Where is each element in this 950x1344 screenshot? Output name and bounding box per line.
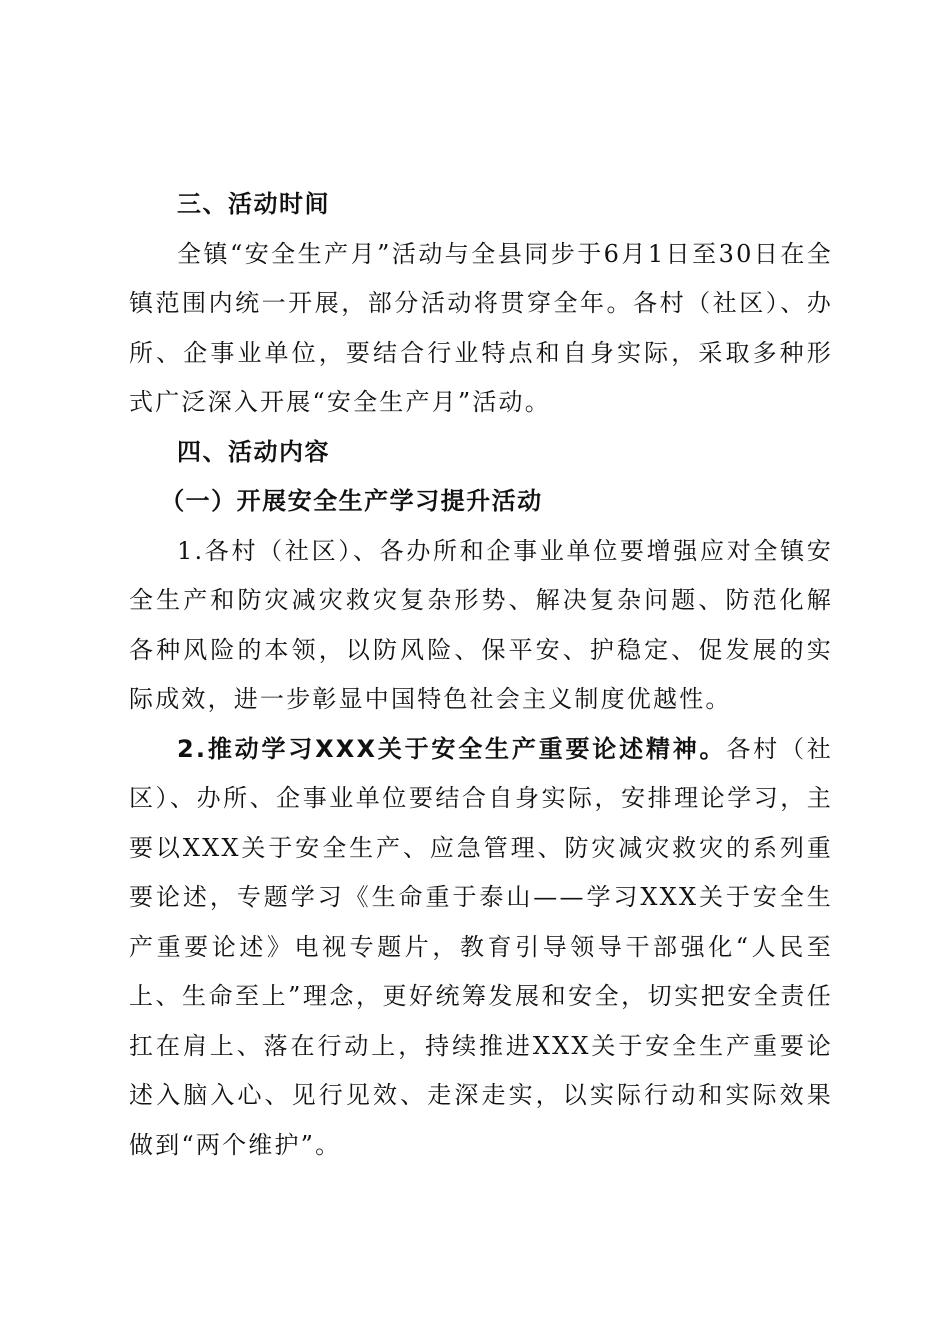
paragraph-item-1: 1.各村（社区）、各办所和企事业单位要增强应对全镇安全生产和防灾减灾救灾复杂形势、解决复杂问题、防范化解各种风险的本领，以防风险、保平安、护稳定、促发展的实际成效，进一步彰显中国特色社会主义制度优越性。 bbox=[129, 536, 833, 713]
paragraph-item-2 bbox=[129, 725, 833, 1171]
section-heading-activity-content: 四、活动内容 bbox=[177, 437, 330, 466]
section-heading-activity-time: 三、活动时间 bbox=[177, 190, 330, 218]
subheading-study-activity: （一）开展安全生产学习提升活动 bbox=[160, 487, 543, 515]
item-2-lead: 2.推动学习XXX关于安全生产重要论述精神。 bbox=[177, 734, 727, 763]
document-body bbox=[129, 180, 833, 1170]
item-2-body: 各村（社区）、办所、企事业单位要结合自身实际，安排理论学习，主要以XXX关于安全生产、应急管理、防灾减灾救灾的系列重要论述，专题学习《生命重于泰山——学习XXX关于安全生产重要论述》电视专题片，教育引导领导干部强化“人民至上、生命至上”理念，更好统筹发展和安全，切实把安全责任扛在肩上、落在行动上，持续推进XXX关于安全生产重要论述入脑入心、见行见效、走深走实，以实际行动和实际效果做到“两个维护”。 bbox=[129, 734, 833, 1159]
paragraph-activity-time: 全镇“安全生产月”活动与全县同步于6月1日至30日在全镇范围内统一开展，部分活动将贯穿全年。各村（社区）、办所、企事业单位，要结合行业特点和自身实际，采取多种形式广泛深入开展“安全生产月”活动。 bbox=[129, 239, 833, 416]
